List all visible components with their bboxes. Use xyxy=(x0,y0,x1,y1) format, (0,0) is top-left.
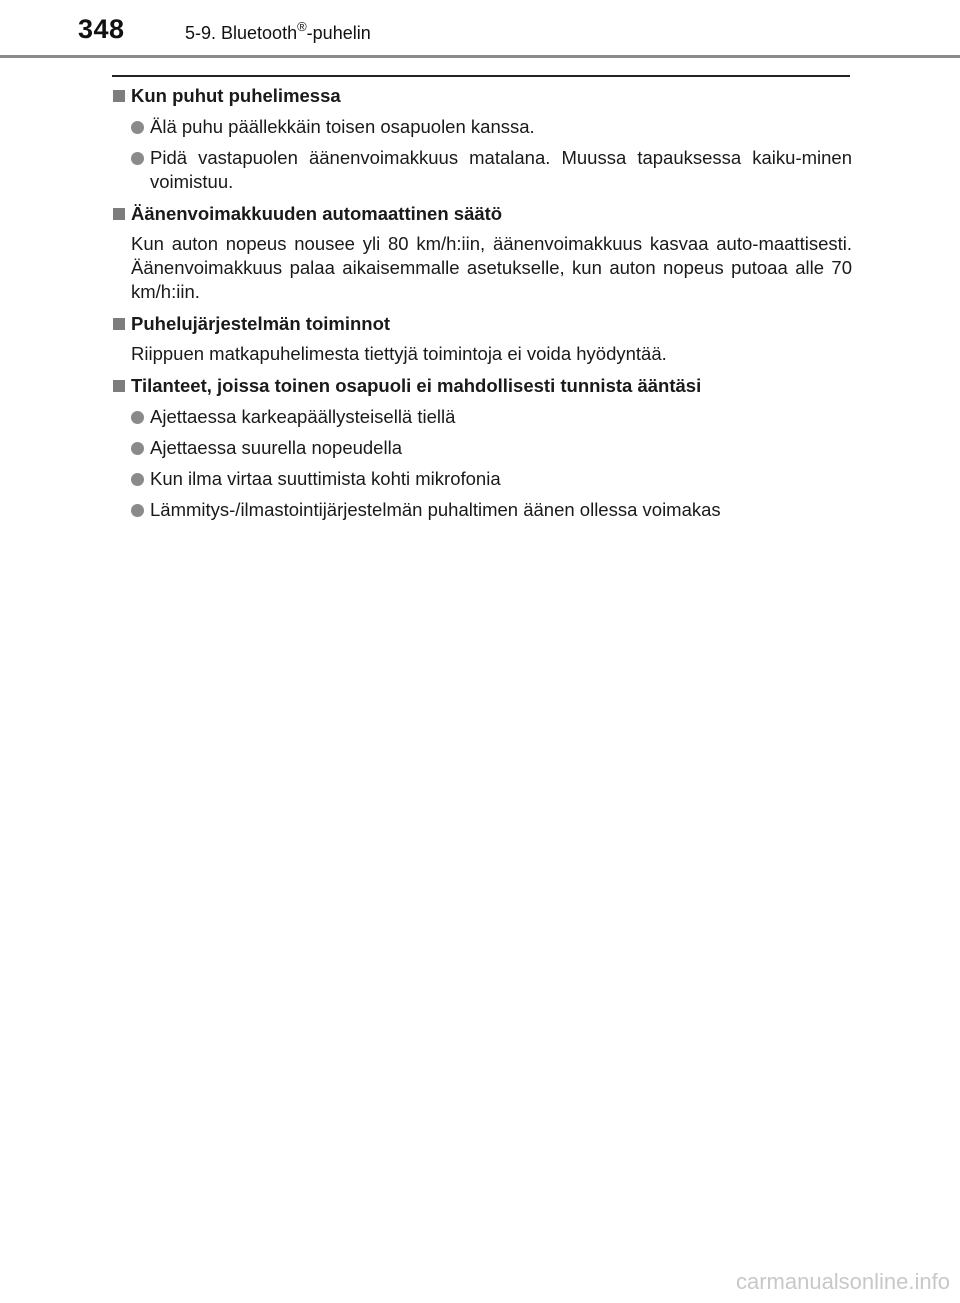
section-title xyxy=(185,19,371,44)
section-heading-text: Tilanteet, joissa toinen osapuoli ei mahdollisesti tunnista ääntäsi xyxy=(131,375,702,396)
circle-bullet-icon xyxy=(131,504,144,517)
page-content xyxy=(112,84,852,522)
list-item-text: Älä puhu päällekkäin toisen osapuolen kanssa. xyxy=(150,116,535,137)
square-bullet-icon xyxy=(113,90,125,102)
list-item-text: Ajettaessa suurella nopeudella xyxy=(150,437,402,458)
list-item xyxy=(112,467,852,491)
list-item-text: Kun ilma virtaa suuttimista kohti mikrofonia xyxy=(150,468,501,489)
section-heading-text: Kun puhut puhelimessa xyxy=(131,85,341,106)
list-item xyxy=(112,115,852,139)
list-item xyxy=(112,498,852,522)
circle-bullet-icon xyxy=(131,121,144,134)
page-header xyxy=(0,0,960,60)
circle-bullet-icon xyxy=(131,473,144,486)
circle-bullet-icon xyxy=(131,442,144,455)
section-heading xyxy=(112,312,852,336)
list-item xyxy=(112,146,852,194)
section-paragraph: Riippuen matkapuhelimesta tiettyjä toimintoja ei voida hyödyntää. xyxy=(131,343,667,364)
list-item-text: Ajettaessa karkeapäällysteisellä tiellä xyxy=(150,406,456,427)
square-bullet-icon xyxy=(113,208,125,220)
circle-bullet-icon xyxy=(131,411,144,424)
list-item xyxy=(112,405,852,429)
section-heading xyxy=(112,374,852,398)
page-number: 348 xyxy=(78,14,125,44)
watermark[interactable]: carmanualsonline.info xyxy=(735,1269,950,1294)
square-bullet-icon xyxy=(113,380,125,392)
content-divider xyxy=(112,75,850,77)
section-heading xyxy=(112,202,852,226)
section-title-prefix: 5-9. Bluetooth xyxy=(185,23,298,43)
header-divider xyxy=(0,55,960,58)
list-item-text: Lämmitys-/ilmastointijärjestelmän puhaltimen äänen ollessa voimakas xyxy=(150,499,721,520)
section-heading-text: Puhelujärjestelmän toiminnot xyxy=(131,313,391,334)
section-heading-text: Äänenvoimakkuuden automaattinen säätö xyxy=(131,203,503,224)
circle-bullet-icon xyxy=(131,152,144,165)
section-paragraph: Kun auton nopeus nousee yli 80 km/h:iin, äänenvoimakkuus kasvaa auto-maattisesti. Äänenvoimakkuus palaa aikaisemmalle asetukselle, kun auton nopeus putoaa alle 70 km/h:iin. xyxy=(131,233,852,302)
list-item-text: Pidä vastapuolen äänenvoimakkuus matalana. Muussa tapauksessa kaiku-minen voimistuu. xyxy=(150,147,852,192)
list-item xyxy=(112,436,852,460)
section-heading xyxy=(112,84,852,108)
registered-mark: ® xyxy=(297,19,307,34)
section-title-suffix: -puhelin xyxy=(306,23,371,43)
square-bullet-icon xyxy=(113,318,125,330)
